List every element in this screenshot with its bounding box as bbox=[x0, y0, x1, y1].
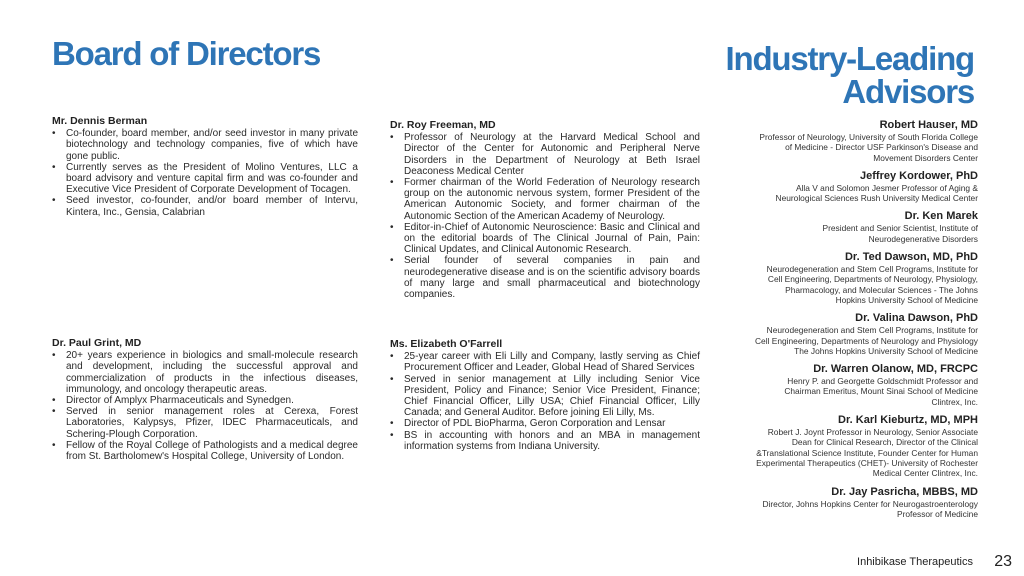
bullet-text: Fellow of the Royal College of Pathologists and a medical degree from St. Bartholomew's Hospital College, University of London. bbox=[66, 439, 358, 463]
bullet-item: • Director of PDL BioPharma, Geron Corporation and Lensar bbox=[390, 418, 666, 430]
advisor-desc-line: Dean for Clinical Research, Director of the Clinical bbox=[791, 437, 978, 448]
advisor-description bbox=[708, 264, 978, 305]
board-member-bullets bbox=[390, 351, 700, 452]
advisor-entry bbox=[708, 118, 978, 163]
board-member-name: Mr. Dennis Berman bbox=[52, 115, 148, 127]
advisor-name: Dr. Ted Dawson, MD, PhD bbox=[844, 251, 978, 264]
advisor-desc-line: Medical Center Clintrex, Inc. bbox=[872, 468, 978, 479]
bullet-item: • 25-year career with Eli Lilly and Company, lastly serving as Chief Procurement Officer and Leader, Global Head of Shared Services bbox=[390, 351, 700, 374]
bullet-text: Co-founder, board member, and/or seed investor in many private biotechnology and technology companies, five of which have gone public. bbox=[66, 128, 358, 162]
advisor-desc-line: Professor of Medicine bbox=[897, 508, 978, 519]
bullet-item: • Director of Amplyx Pharmaceuticals and Synedgen. bbox=[52, 395, 294, 407]
advisor-name: Robert Hauser, MD bbox=[879, 119, 978, 131]
advisor-entry bbox=[708, 311, 978, 356]
board-member-card bbox=[390, 120, 700, 300]
advisor-description bbox=[708, 132, 978, 163]
bullet-text: Currently serves as the President of Molino Ventures, LLC a board advisory and venture capital firm and was co-founder and Executive Vice President of Corporate Development of Tocagen. bbox=[66, 161, 358, 196]
advisor-entry bbox=[708, 362, 978, 407]
advisor-name: Dr. Warren Olanow, MD, FRCPC bbox=[813, 363, 978, 376]
board-member-name: Ms. Elizabeth O'Farrell bbox=[390, 338, 503, 350]
advisor-desc-line: Neurodegeneration and Stem Cell Programs, Institute for bbox=[766, 264, 978, 275]
board-member-bullets bbox=[52, 350, 358, 462]
advisor-desc-line: President and Senior Scientist, Institute of bbox=[822, 223, 978, 234]
bullet-item: • Served in senior management at Lilly including Senior Vice President, Policy and Finance; Senior Vice President, Finance; Chief Financial Officer, Lilly USA; Chief Financial Officer, Lilly Canada; and General Auditor. Before joining Eli Lilly, Ms. bbox=[390, 373, 700, 419]
bullet-text: BS in accounting with honors and an MBA in management information systems from Indiana University. bbox=[404, 429, 700, 452]
advisor-desc-line: Neurodegenerative Disorders bbox=[868, 233, 978, 244]
company-name: Inhibikase Therapeutics bbox=[857, 556, 973, 568]
bullet-item: • Serial founder of several companies in pain and neurodegenerative disease and is on the scientific advisory boards of many large and small pharmaceutical and biotechnology companies. bbox=[390, 255, 700, 301]
advisor-entry bbox=[708, 209, 978, 244]
advisors-title-line2: Advisors bbox=[842, 73, 974, 110]
bullet-text: Serial founder of several companies in pain and neurodegenerative disease and is on the scientific advisory boards of many large and small pharmaceutical and biotechnology companies. bbox=[404, 255, 700, 301]
advisor-name: Dr. Jay Pasricha, MBBS, MD bbox=[831, 485, 978, 498]
advisor-desc-line: Cell Engineering, Departments of Neurology, Physiology, bbox=[767, 274, 978, 285]
advisor-description bbox=[708, 427, 978, 478]
advisor-entry bbox=[708, 413, 978, 478]
bullet-item: • Served in senior management roles at Cerexa, Forest Laboratories, Kalypsys, Pfizer, IDEC Pharmaceuticals, and Schering-Plough Corporation. bbox=[52, 406, 358, 440]
advisor-entry bbox=[708, 250, 978, 305]
bullet-item: • Editor-in-Chief of Autonomic Neuroscience: Basic and Clinical and on the editorial boards of The Clinical Journal of Pain, Pain: Clinical Updates, and Clinical Autonomic Research. bbox=[390, 221, 700, 256]
board-member-name: Dr. Roy Freeman, MD bbox=[390, 119, 496, 131]
board-member-name: Dr. Paul Grint, MD bbox=[52, 337, 142, 349]
advisor-name: Dr. Valina Dawson, PhD bbox=[855, 312, 978, 325]
advisor-name: Dr. Karl Kieburtz, MD, MPH bbox=[838, 414, 978, 427]
bullet-item: • Co-founder, board member, and/or seed investor in many private biotechnology and technology companies, five of which have gone public. bbox=[52, 128, 358, 162]
bullet-item: • Seed investor, co-founder, and/or board member of Intervu, Kintera, Inc., Gensia, Calabrian bbox=[52, 195, 358, 218]
page-number: 23 bbox=[994, 553, 1012, 570]
board-member-card bbox=[52, 116, 358, 218]
advisor-desc-line: Neurodegeneration and Stem Cell Programs, Institute for bbox=[766, 325, 978, 336]
bullet-item: • Professor of Neurology at the Harvard Medical School and Director of the Center for Autonomic and Peripheral Nerve Disorders in the Department of Neurology at Beth Israel Deaconess Medical Center bbox=[390, 132, 700, 177]
advisor-desc-line: Hopkins University School of Medicine bbox=[835, 294, 978, 305]
advisor-desc-line: Chairman Emeritus, Mount Sinai School of Medicine bbox=[784, 386, 978, 397]
advisor-desc-line: Neurological Sciences Rush University Medical Center bbox=[775, 193, 978, 204]
advisor-description bbox=[708, 376, 978, 407]
advisor-description bbox=[708, 325, 978, 356]
advisor-desc-line: of Medicine - Director USF Parkinson's Disease and bbox=[785, 142, 978, 153]
advisor-desc-line: Robert J. Joynt Professor in Neurology, Senior Associate bbox=[767, 427, 978, 438]
bullet-item: • Currently serves as the President of Molino Ventures, LLC a board advisory and venture capital firm and was co-founder and Executive Vice President of Corporate Development of Tocagen. bbox=[52, 161, 358, 196]
board-member-card bbox=[390, 339, 700, 452]
bullet-item: • BS in accounting with honors and an MBA in management information systems from Indiana University. bbox=[390, 429, 700, 452]
bullet-item: • 20+ years experience in biologics and small-molecule research and development, including the successful approval and commercialization of products in the infectious diseases, immunology, and oncology therapeutic areas. bbox=[52, 350, 358, 395]
bullet-text: Director of PDL BioPharma, Geron Corporation and Lensar bbox=[404, 418, 666, 430]
bullet-text: 20+ years experience in biologics and small-molecule research and development, including the successful approval and commercialization of products in the infectious diseases, immunology, and oncology therapeutic areas. bbox=[66, 350, 358, 395]
advisor-desc-line: Clintrex, Inc. bbox=[931, 396, 978, 407]
bullet-text: Director of Amplyx Pharmaceuticals and Synedgen. bbox=[66, 395, 294, 407]
advisor-desc-line: Henry P. and Georgette Goldschmidt Professor and bbox=[787, 376, 978, 387]
bullet-text: Served in senior management roles at Cerexa, Forest Laboratories, Kalypsys, Pfizer, IDEC Pharmaceuticals, and Schering-Plough Corporation. bbox=[66, 406, 358, 440]
advisor-desc-line: The Johns Hopkins University School of Medicine bbox=[794, 345, 978, 356]
bullet-text: Served in senior management at Lilly including Senior Vice President, Policy and Finance; Senior Vice President, Finance; Chief Financial Officer, Lilly USA; Chief Financial Officer, Lilly Canada; and General Auditor. Before joining Eli Lilly, Ms. bbox=[404, 373, 700, 419]
advisor-desc-line: Alla V and Solomon Jesmer Professor of Aging & bbox=[795, 182, 978, 193]
advisor-entry bbox=[708, 169, 978, 204]
advisor-desc-line: Director, Johns Hopkins Center for Neurogastroenterology bbox=[762, 498, 978, 509]
advisor-desc-line: Pharmacology, and Molecular Sciences - The Johns bbox=[785, 284, 978, 295]
advisor-desc-line: Cell Engineering, Departments of Neurology and Physiology bbox=[755, 335, 978, 346]
bullet-text: Seed investor, co-founder, and/or board member of Intervu, Kintera, Inc., Gensia, Calabrian bbox=[66, 195, 358, 218]
board-member-card bbox=[52, 338, 358, 462]
advisor-name: Jeffrey Kordower, PhD bbox=[860, 169, 978, 182]
advisors-list bbox=[708, 118, 978, 525]
board-member-bullets bbox=[52, 128, 358, 218]
advisor-desc-line: Experimental Therapeutics (CHET)- University of Rochester bbox=[756, 457, 978, 468]
advisor-name: Dr. Ken Marek bbox=[904, 210, 978, 223]
advisor-desc-line: Movement Disorders Center bbox=[873, 152, 978, 163]
advisor-desc-line: Professor of Neurology, University of South Florida College bbox=[759, 132, 978, 142]
bullet-item: • Former chairman of the World Federation of Neurology research group on the autonomic nervous system, former President of the American Autonomic Society, and former chairman of the Autonomic Section of the American Academy of Neurology. bbox=[390, 177, 700, 222]
bullet-text: Editor-in-Chief of Autonomic Neuroscience: Basic and Clinical and on the editorial boards of The Clinical Journal of Pain, Pain: Clinical Updates, and Clinical Autonomic Research. bbox=[404, 221, 700, 256]
advisor-description bbox=[708, 183, 978, 204]
advisor-entry bbox=[708, 485, 978, 520]
page-title-advisors bbox=[614, 42, 974, 108]
board-member-bullets bbox=[390, 132, 700, 300]
page-title-board: Board of Directors bbox=[52, 35, 321, 72]
bullet-text: Former chairman of the World Federation of Neurology research group on the autonomic nervous system, former President of the American Autonomic Society, and former chairman of the Autonomic Section of the American Academy of Neurology. bbox=[404, 177, 700, 222]
bullet-text: Professor of Neurology at the Harvard Medical School and Director of the Center for Autonomic and Peripheral Nerve Disorders in the Department of Neurology at Beth Israel Deaconess Medical Center bbox=[404, 132, 700, 177]
bullet-item: • Fellow of the Royal College of Pathologists and a medical degree from St. Bartholomew's Hospital College, University of London. bbox=[52, 439, 358, 463]
bullet-text: 25-year career with Eli Lilly and Company, lastly serving as Chief Procurement Officer and Leader, Global Head of Shared Services bbox=[404, 351, 700, 374]
advisor-description bbox=[708, 499, 978, 520]
advisor-description bbox=[708, 223, 978, 244]
advisor-desc-line: &Translational Science Institute, Founder Center for Human bbox=[756, 447, 978, 458]
advisors-title-line1: Industry-Leading bbox=[725, 40, 974, 77]
